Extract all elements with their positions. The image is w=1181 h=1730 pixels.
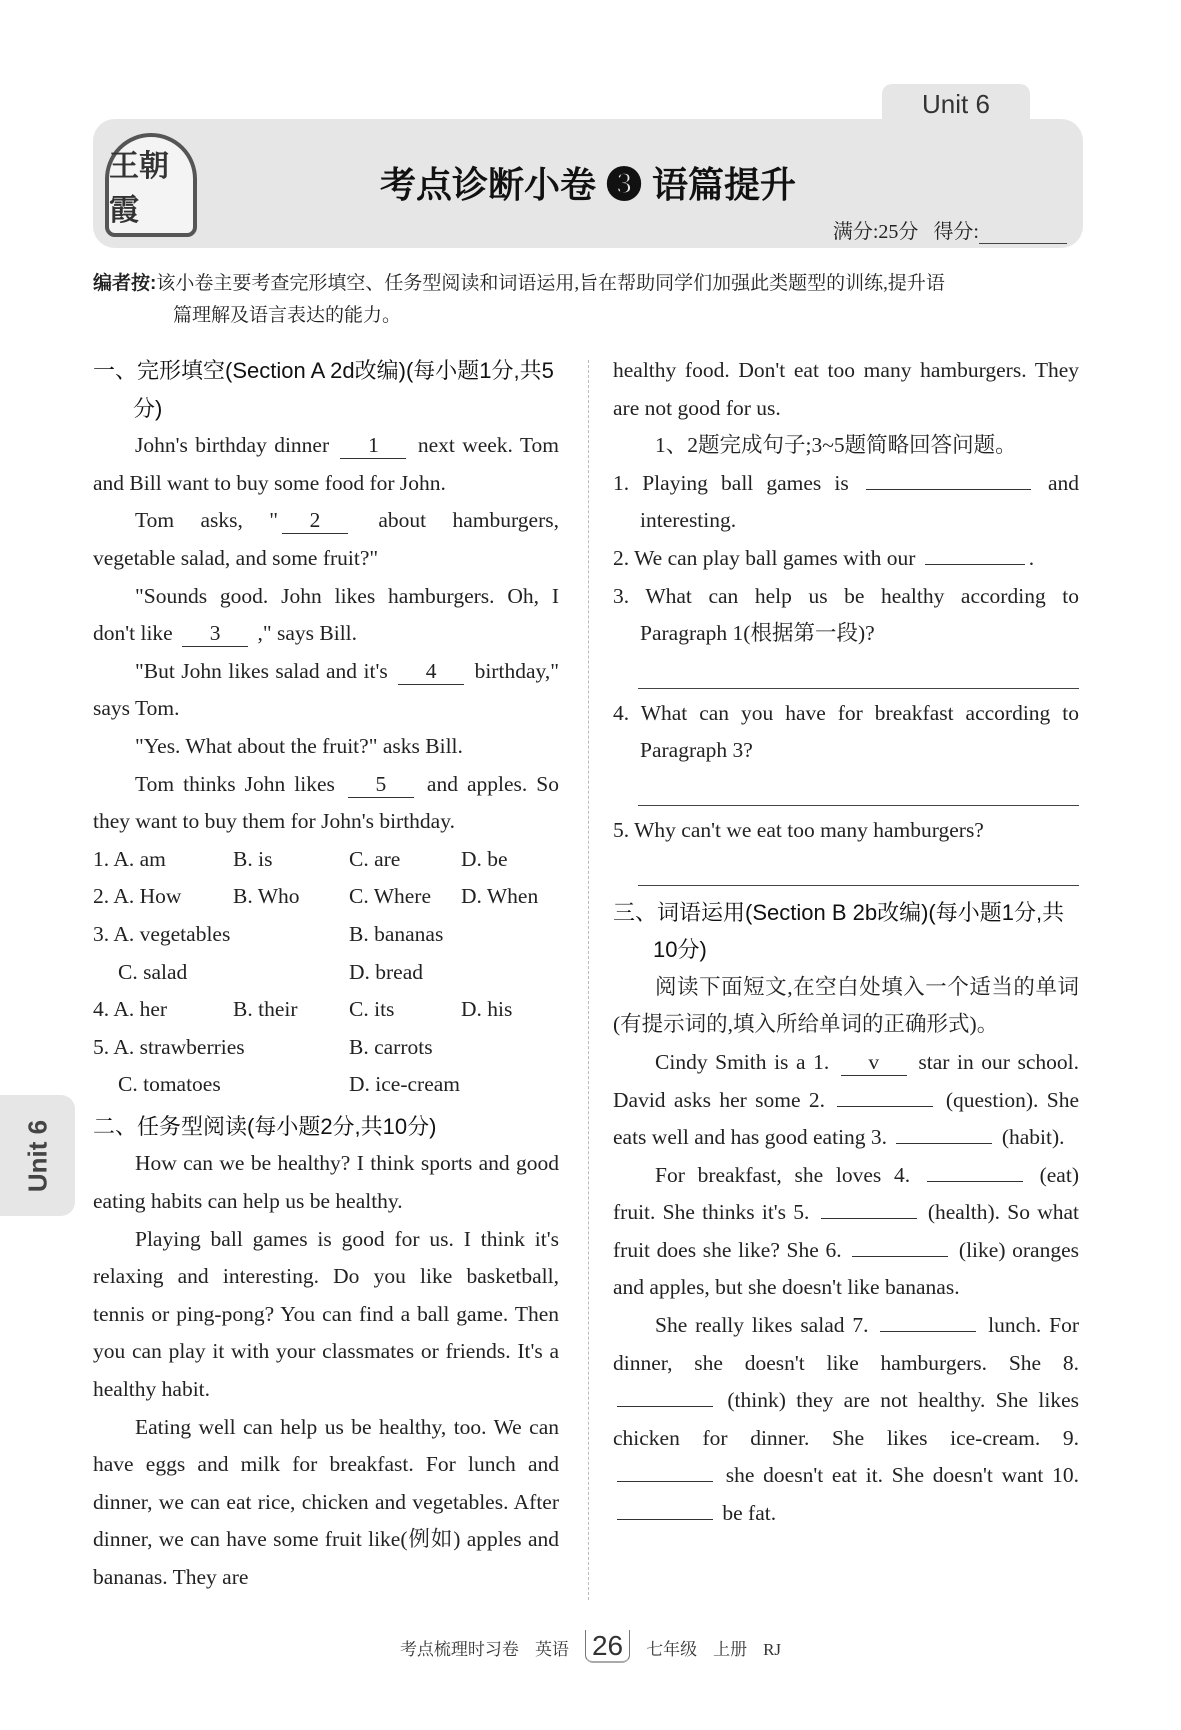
footer-volume: 上册 (713, 1640, 748, 1659)
answer-blank[interactable]: 5 (348, 771, 414, 798)
right-column (613, 352, 1079, 1533)
reading-passage-continued (613, 352, 1079, 427)
answer-blank[interactable]: 3 (182, 620, 248, 647)
option-item[interactable]: D. be (461, 846, 508, 871)
option-item[interactable]: B. bananas (349, 921, 444, 946)
answer-blank[interactable] (617, 1481, 713, 1482)
section-1-heading: 一、完形填空(Section A 2d改编)(每小题1分,共5分) (93, 358, 554, 421)
option-row (93, 878, 559, 916)
score-blank[interactable] (979, 224, 1067, 244)
option-item[interactable]: D. ice-cream (349, 1072, 461, 1097)
answer-blank[interactable] (925, 564, 1025, 565)
question-item: 3. What can help us be healthy according to Paragraph 1(根据第一段)? (613, 583, 1079, 646)
answer-blank[interactable]: 4 (398, 658, 464, 685)
editor-note-text: 该小卷主要考查完形填空、任务型阅读和词语运用,旨在帮助同学们加强此类题型的训练,提升语 (156, 273, 945, 294)
answer-blank[interactable] (852, 1256, 948, 1257)
option-item[interactable]: B. Who (233, 884, 300, 909)
option-item[interactable]: C. its (349, 997, 395, 1022)
cloze-paragraph: "But John likes salad and it's 4 birthday," says Tom. (93, 658, 559, 721)
question-item: 5. Why can't we eat too many hamburgers? (613, 817, 984, 842)
option-item[interactable]: B. carrots (349, 1034, 433, 1059)
option-row (93, 991, 559, 1029)
option-item[interactable]: B. is (233, 846, 273, 871)
word-use-paragraph: She really likes salad 7. lunch. For dinner, she doesn't like hamburgers. She 8. (think) they are not healthy. She likes chicken for dinner. She likes ice-cream. 9. she doesn't eat it. She doesn't want 10. be fat. (613, 1313, 1079, 1526)
option-item[interactable]: 3. A. vegetables (93, 921, 231, 946)
option-item[interactable]: C. tomatoes (118, 1072, 221, 1097)
editor-note (93, 268, 1083, 332)
answer-blank[interactable] (880, 1331, 976, 1332)
editor-note-text-2: 篇理解及语言表达的能力。 (173, 305, 402, 326)
option-item[interactable]: D. his (461, 997, 513, 1022)
footer-grade: 七年级 (646, 1640, 698, 1659)
option-item[interactable]: C. are (349, 846, 401, 871)
cloze-paragraph: Tom asks, " 2 about hamburgers, vegetable salad, and some fruit?" (93, 508, 559, 570)
answer-blank[interactable] (896, 1143, 992, 1144)
question-item: 2. We can play ball games with our . (613, 545, 1035, 570)
footer-edition: RJ (763, 1640, 782, 1659)
answer-line[interactable] (638, 653, 1079, 689)
answer-line[interactable] (638, 850, 1079, 886)
brand-logo: 王朝霞 (105, 133, 197, 237)
got-score-label: 得分: (933, 221, 979, 243)
footer-subject: 英语 (534, 1640, 569, 1659)
score-line (833, 215, 1067, 244)
page-number: 26 (585, 1630, 630, 1663)
answer-blank[interactable]: 2 (282, 507, 348, 534)
cloze-passage (93, 427, 559, 841)
option-item[interactable]: 1. A. am (93, 846, 166, 871)
option-row (93, 841, 559, 879)
word-use-passage (613, 1044, 1079, 1533)
page-title: 考点诊断小卷 ❸ 语篇提升 (379, 164, 796, 205)
question-item: 1. Playing ball games is and interesting. (613, 470, 1080, 533)
option-item[interactable]: B. their (233, 997, 298, 1022)
cloze-paragraph: "Sounds good. John likes hamburgers. Oh, I don't like 3 ," says Bill. (93, 583, 559, 646)
unit-tab: Unit 6 (882, 84, 1030, 124)
side-unit-tab (0, 1095, 75, 1216)
footer (0, 1630, 1181, 1662)
option-item[interactable]: 2. A. How (93, 884, 182, 909)
option-item[interactable]: 4. A. her (93, 997, 168, 1022)
reading-paragraph: Eating well can help us be healthy, too. We can have eggs and milk for breakfast. For lunch and dinner, we can eat rice, chicken and vegetables. After dinner, we can have some fruit like(例如) apples and bananas. They are (93, 1414, 559, 1589)
word-use-paragraph: For breakfast, she loves 4. (eat) fruit. She thinks it's 5. (health). So what fruit does she like? She 6. (like) oranges and apples, but she doesn't like bananas. (613, 1162, 1080, 1300)
answer-blank[interactable] (927, 1181, 1023, 1182)
column-divider (588, 360, 589, 1600)
reading-paragraph-continued: healthy food. Don't eat too many hamburgers. They are not good for us. (613, 358, 1079, 420)
reading-paragraph: How can we be healthy? I think sports and good eating habits can help us be healthy. (93, 1151, 559, 1214)
header-banner (93, 119, 1083, 248)
word-use-instruction: 阅读下面短文,在空白处填入一个适当的单词(有提示词的,填入所给单词的正确形式)。 (613, 974, 1079, 1037)
answer-blank[interactable] (821, 1218, 917, 1219)
option-row (93, 1029, 559, 1104)
cloze-paragraph: "Yes. What about the fruit?" asks Bill. (135, 733, 463, 758)
reading-paragraph: Playing ball games is good for us. I think it's relaxing and interesting. Do you like basketball, tennis or ping-pong? You can find a ball game. Then you can play it with your classmates or friends. It's a healthy habit. (93, 1226, 559, 1402)
section-2-heading: 二、任务型阅读(每小题2分,共10分) (93, 1113, 437, 1139)
side-unit-label: Unit 6 (22, 1119, 52, 1192)
question-item: 4. What can you have for breakfast according to Paragraph 3? (613, 700, 1079, 763)
option-item[interactable]: C. Where (349, 884, 431, 909)
option-item[interactable]: C. salad (118, 959, 188, 984)
answer-blank[interactable] (866, 489, 1031, 490)
word-use-paragraph: Cindy Smith is a 1. v star in our school. David asks her some 2. (question). She eats well and has good eating 3. (habit). (613, 1049, 1080, 1150)
option-item[interactable]: D. bread (349, 959, 424, 984)
answer-blank[interactable] (617, 1406, 713, 1407)
full-score: 满分:25分 (832, 221, 919, 243)
answer-line[interactable] (638, 770, 1079, 806)
reading-instruction: 1、2题完成句子;3~5题简略回答问题。 (655, 433, 1017, 458)
cloze-paragraph: Tom thinks John likes 5 and apples. So they want to buy them for John's birthday. (93, 771, 559, 834)
editor-note-label: 编者按: (93, 273, 157, 294)
reading-questions (613, 465, 1079, 886)
footer-book: 考点梳理时习卷 (399, 1640, 519, 1659)
cloze-paragraph: John's birthday dinner 1 next week. Tom and Bill want to buy some food for John. (93, 433, 559, 495)
answer-blank[interactable] (617, 1519, 713, 1520)
left-column (93, 352, 559, 1597)
answer-blank[interactable]: v (841, 1049, 907, 1076)
option-row (93, 916, 559, 991)
reading-passage (93, 1145, 559, 1596)
answer-blank[interactable]: 1 (340, 432, 406, 459)
option-item[interactable]: D. When (461, 884, 539, 909)
option-item[interactable]: 5. A. strawberries (93, 1034, 245, 1059)
answer-blank[interactable] (837, 1106, 933, 1107)
cloze-options (93, 841, 559, 1104)
section-3-heading: 三、词语运用(Section B 2b改编)(每小题1分,共10分) (613, 899, 1065, 963)
